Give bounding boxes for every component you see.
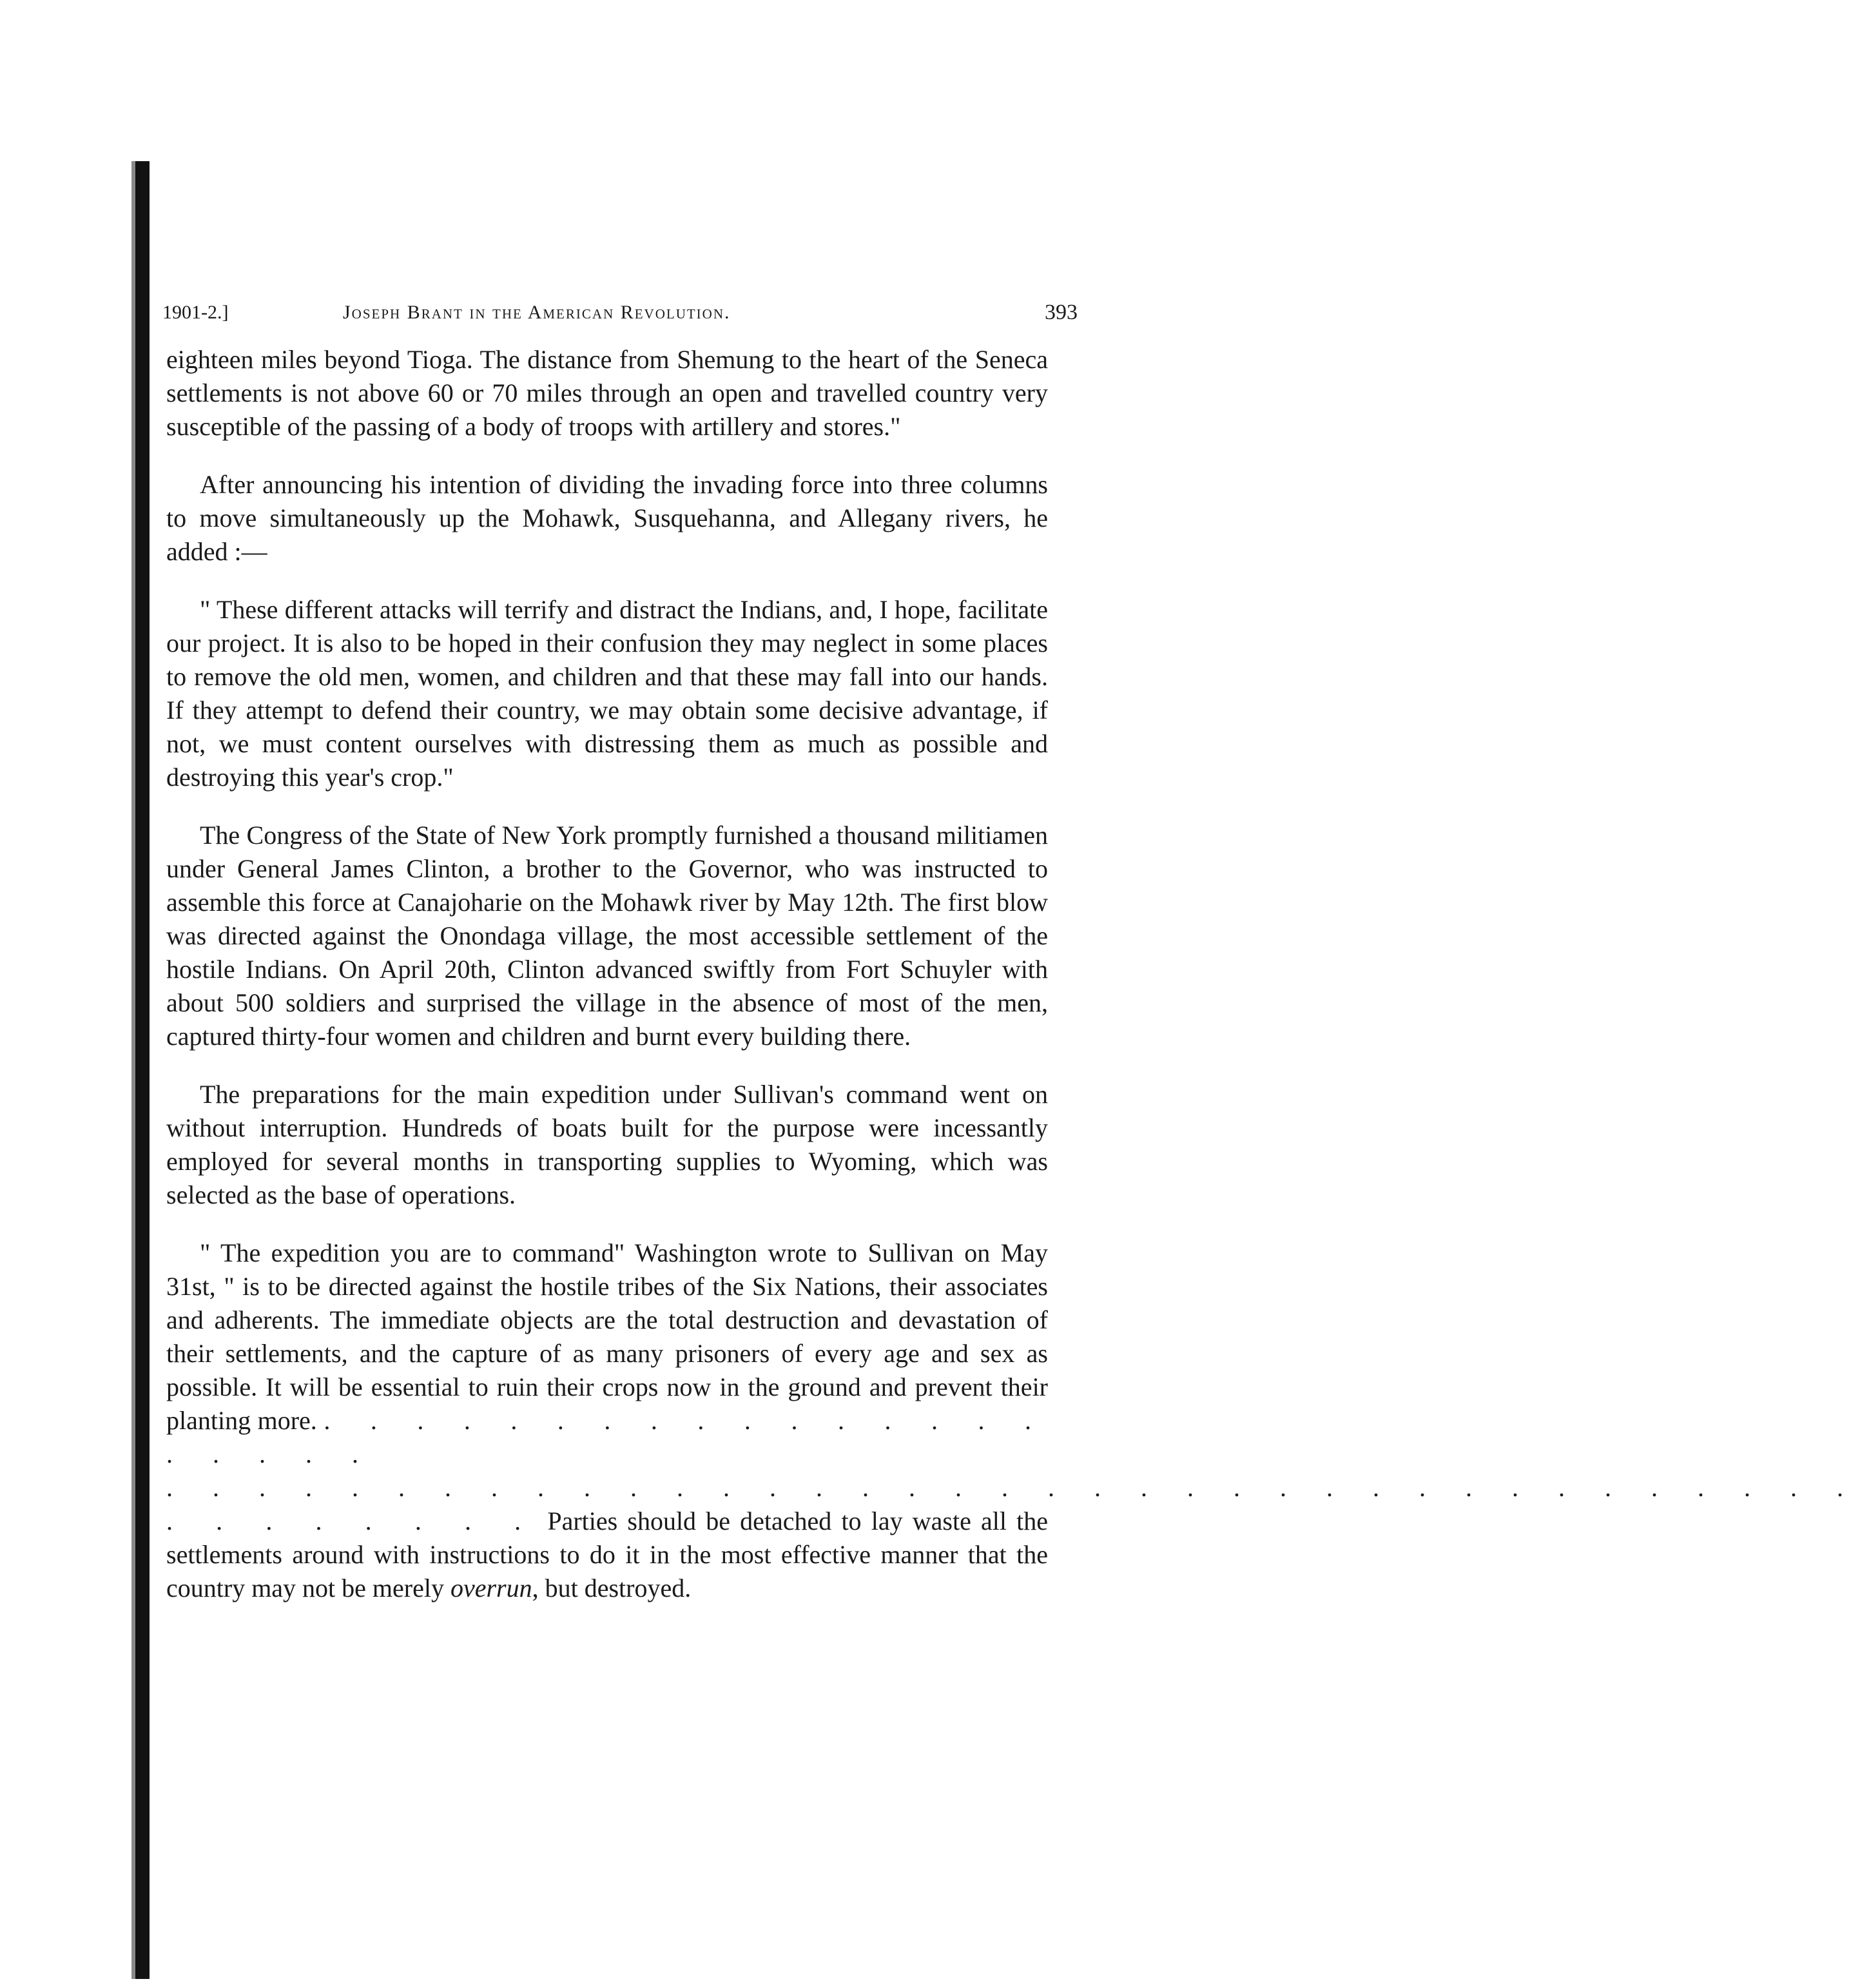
quote-paragraph-2-text: " The expedition you are to command" Washington wrote to Sullivan on May 31st, " is to be directed against the hostile tribes of the Six Nations, their associates and adherents. The immediate objects are the total destruction and devastation of their settlements, and the capture of as many prisoners of every age and sex as possible. It will be essential to ruin their crops now in the ground and prevent their planting more. <box>166 1238 1048 1435</box>
italic-word-overrun: overrun <box>450 1574 532 1603</box>
header-title: Joseph Brant in the American Revolution. <box>343 302 731 323</box>
ellipsis-trail: . . . . . . . . . . . . . . . . . . . . . <box>166 1406 1049 1468</box>
binding-edge-shadow <box>135 161 150 1979</box>
final-paragraph-text: Parties should be detached to lay waste all the settlements around with instructions to do it in the most effective manner that the country may not be merely <box>166 1506 1049 1603</box>
final-paragraph-ending: , but destroyed. <box>532 1574 692 1603</box>
ellipsis-full-line: . . . . . . . . . . . . . . . . . . . . . . . . . . . . . . . . . . . . . <box>166 1473 1860 1502</box>
paragraph-4: The Congress of the State of New York promptly furnished a thousand militiamen under General James Clinton, a brother to the Governor, who was instructed to assemble this force at Canajoharie on the Mohawk river by May 12th. The first blow was directed against the Onondaga village, the most accessible settlement of the hostile Indians. On April 20th, Clinton advanced swiftly from Fort Schuyler with about 500 soldiers and surprised the village in the absence of most of the men, captured thirty-four women and children and burnt every building there. <box>166 821 1048 1051</box>
header-volume-years: 1901-2.] <box>162 302 229 323</box>
running-header <box>162 297 1078 329</box>
ellipsis-lead: . . . . . . . . <box>166 1506 538 1535</box>
paragraph-5: The preparations for the main expedition under Sullivan's command went on without interruption. Hundreds of boats built for the purpose were incessantly employed for several months in transporting supplies to Wyoming, which was selected as the base of operations. <box>166 1080 1048 1209</box>
quote-paragraph-1: " These different attacks will terrify and distract the Indians, and, I hope, facilitate our project. It is also to be hoped in their confusion they may neglect in some places to remove the old men, women, and children and that these may fall into our hands. If they attempt to defend their country, we may obtain some decisive advantage, if not, we must content ourselves with distressing them as much as possible and destroying this year's crop." <box>166 595 1048 792</box>
body-text <box>166 343 1860 1630</box>
page-number: 393 <box>1045 300 1078 324</box>
paragraph-2: After announcing his intention of dividing the invading force into three columns to move simultaneously up the Mohawk, Susquehanna, and Allegany rivers, he added :— <box>166 470 1048 566</box>
paragraph-1: eighteen miles beyond Tioga. The distance from Shemung to the heart of the Seneca settlements is not above 60 or 70 miles through an open and travelled country very susceptible of the passing of a body of troops with artillery and stores." <box>166 345 1048 441</box>
final-paragraph <box>166 1505 1048 1605</box>
quote-paragraph-2 <box>166 1236 1048 1471</box>
